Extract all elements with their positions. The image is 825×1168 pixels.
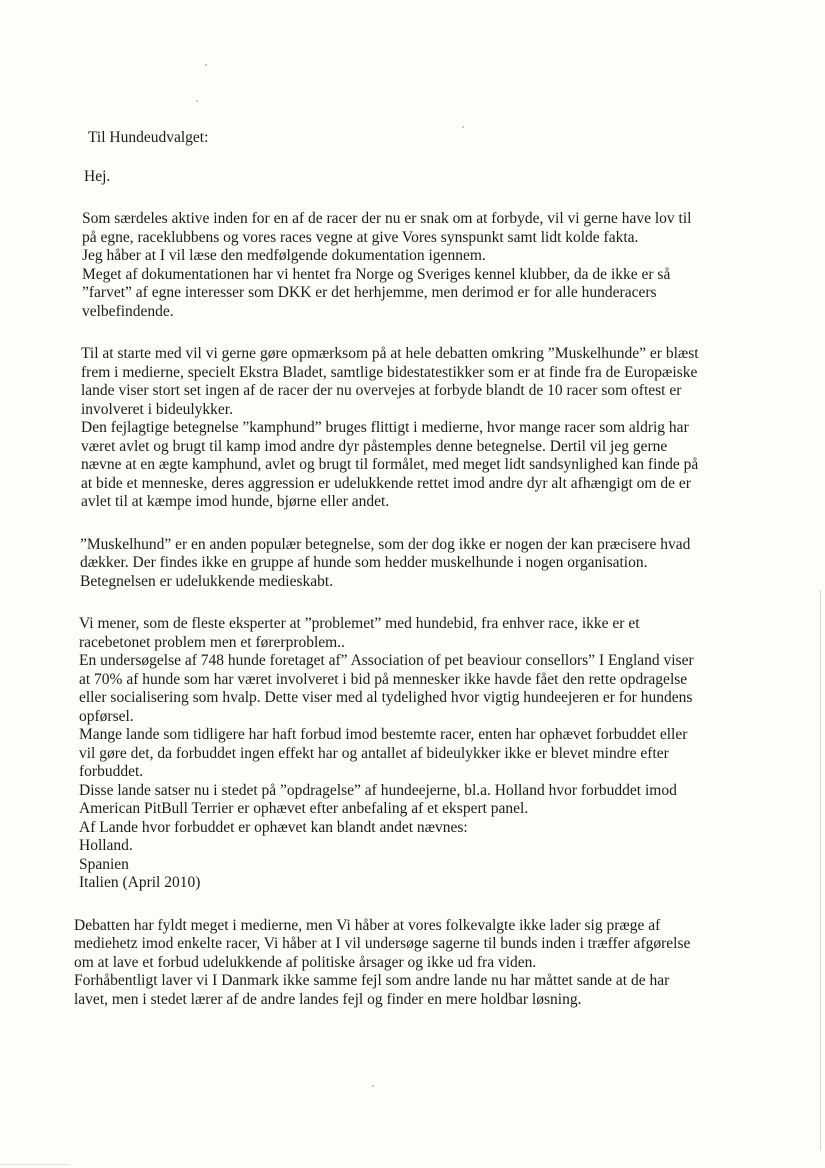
scan-speck [196, 100, 198, 102]
paragraph-line: forbuddet. [79, 763, 144, 780]
scan-speck [372, 1085, 374, 1087]
paragraph-line: Til at starte med vil vi gerne gøre opmærksom på at hele debatten omkring ”Muskelhunde” er blæst [81, 345, 699, 362]
paragraph-line: Forhåbentligt laver vi I Danmark ikke samme fejl som andre lande nu har måttet sande at de har [74, 972, 670, 989]
paragraph-line: på egne, raceklubbens og vores races vegne at give Vores synspunkt samt lidt kolde fakta. [82, 228, 639, 246]
paragraph-line: Debatten har fyldt meget i medierne, men Vi håber at vores folkevalgte ikke lader sig præge af [74, 916, 661, 934]
paragraph-line: lande viser stort set ingen af de racer der nu overvejes at forbyde blandt de 10 racer som oftest er [81, 382, 682, 399]
letter-greeting: Hej. [84, 167, 111, 185]
paragraph-5 [74, 916, 750, 1010]
country-list-item: Spanien [79, 855, 129, 873]
paragraph-line: om at lave et forbud udelukkende af politiske årsager og ikke ud fra viden. [74, 953, 537, 971]
paragraph-line: Meget af dokumentationen har vi hentet fra Norge og Sveriges kennel klubber, da de ikke er så [82, 265, 671, 283]
country-list-item: Holland. [79, 837, 133, 854]
country-list-item: Italien (April 2010) [79, 874, 201, 891]
letter-body [74, 129, 750, 1009]
paragraph-line: at bide et menneske, deres aggression er udelukkende rettet imod andre dyr alt afhængigt om de er [81, 474, 691, 492]
paragraph-line: avlet til at kæmpe imod hunde, bjørne eller andet. [81, 493, 390, 510]
paragraph-line: Jeg håber at I vil læse den medfølgende dokumentation igennem. [82, 247, 486, 264]
paragraph-line: ”Muskelhund” er en anden populær betegnelse, som der dog ikke er nogen der kan præcisere hvad [80, 535, 691, 553]
paragraph-line: at 70% af hunde som har været involveret i bid på mennesker ikke havde fået den rette opdragelse [79, 670, 688, 688]
paragraph-3 [78, 536, 750, 592]
paragraph-line: opførsel. [79, 707, 134, 725]
paragraph-line: involveret i bideulykker. [81, 400, 233, 418]
paragraph-line: ”farvet” af egne interesser som DKK er det herhjemme, men derimod er for alle hunderacers [82, 284, 657, 301]
paragraph-line: Vi mener, som de fleste eksperter at ”problemet” med hundebid, fra enhver race, ikke er et [79, 615, 640, 632]
scan-speck [205, 64, 207, 66]
scan-speck [462, 126, 464, 128]
paragraph-line: Af Lande hvor forbuddet er ophævet kan blandt andet nævnes: [79, 818, 468, 836]
paragraph-line: lavet, men i stedet lærer af de andre landes fejl og finder en mere holdbar løsning. [74, 990, 582, 1008]
paragraph-line: vil gøre det, da forbuddet ingen effekt har og antallet af bideulykker ikke er blevet mindre efter [79, 744, 669, 762]
paragraph-line: været avlet og brugt til kamp imod andre dyr påstemples denne betegnelse. Dertil vil jeg gerne [81, 437, 668, 455]
paragraph-line: eller socialisering som hvalp. Dette viser med al tydelighed hvor vigtig hundeejeren er for hundens [79, 689, 693, 706]
paragraph-line: Mange lande som tidligere har haft forbud imod bestemte racer, enten har ophævet forbuddet eller [79, 726, 688, 743]
paragraph-line: Den fejlagtige betegnelse ”kamphund” bruges flittigt i medierne, hvor mange racer som aldrig har [81, 419, 689, 436]
paragraph-4 [78, 615, 750, 893]
paragraph-line: American PitBull Terrier er ophævet efter anbefaling af et ekspert panel. [79, 800, 529, 817]
scan-edge-line [820, 590, 821, 1150]
paragraph-line: En undersøgelse af 748 hunde foretaget af” Association of pet beaviour consellors” I England viser [79, 652, 694, 669]
paragraph-line: dækker. Der findes ikke en gruppe af hunde som hedder muskelhunde i nogen organisation. [80, 554, 648, 571]
scan-edge-line [0, 1164, 70, 1165]
paragraph-line: frem i medierne, specielt Ekstra Bladet, samtlige bidestatestikker som er at finde fra de Europæiske [81, 363, 698, 381]
paragraph-1 [78, 210, 750, 321]
letter-addressee: Til Hundeudvalget: [88, 129, 209, 146]
paragraph-line: Disse lande satser nu i stedet på ”opdragelse” af hundeejerne, bl.a. Holland hvor forbuddet imod [79, 781, 677, 799]
paragraph-line: racebetonet problem men et førerproblem.. [79, 633, 345, 651]
paragraph-2 [78, 345, 750, 512]
paragraph-line: mediehetz imod enkelte racer, Vi håber at I vil undersøge sagerne til bunds inden i træffer afgørelse [74, 935, 691, 952]
paragraph-line: velbefindende. [82, 302, 174, 320]
paragraph-line: Som særdeles aktive inden for en af de racer der nu er snak om at forbyde, vil vi gerne have lov til [82, 210, 692, 227]
paragraph-line: nævne at en ægte kamphund, avlet og brugt til formålet, med meget lidt sandsynlighed kan finde på [81, 456, 699, 473]
paragraph-line: Betegnelsen er udelukkende medieskabt. [80, 572, 334, 590]
